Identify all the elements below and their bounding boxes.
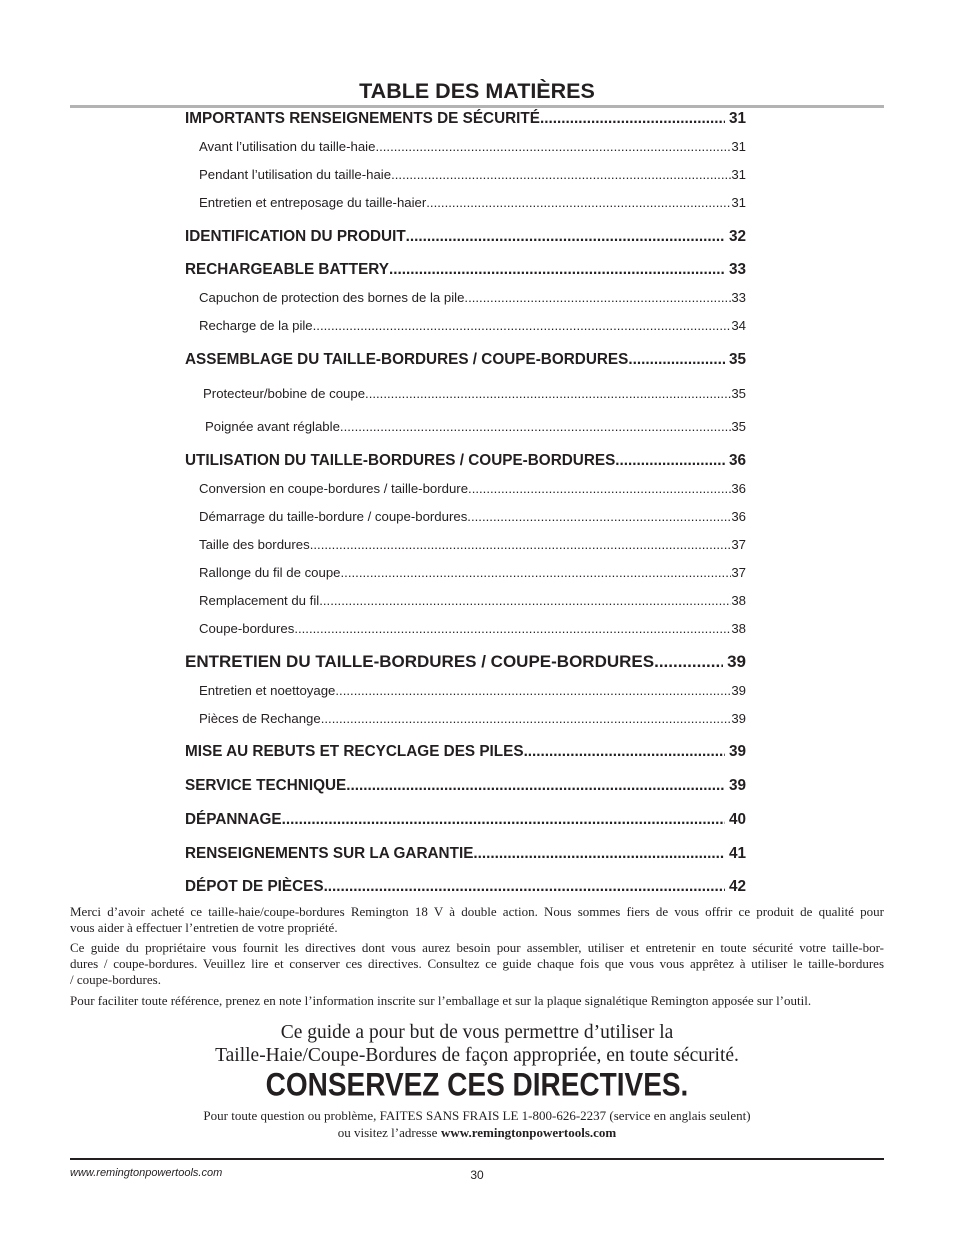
toc-entry-page: 33: [728, 261, 746, 278]
toc-entry-page: 40: [728, 811, 746, 828]
toc-entry-title: ENTRETIEN DU TAILLE-BORDURES / COUPE-BORDURES: [185, 652, 655, 671]
toc-entry-page: 39: [731, 711, 746, 726]
toc-subsection-entry: [199, 564, 746, 582]
toc-entry-page: 39: [727, 652, 746, 671]
purpose-line: Taille-Haie/Coupe-Bordures de façon appropriée, en toute sécurité.: [215, 1045, 739, 1066]
toc-entry-page: 39: [731, 683, 746, 698]
toc-section-entry: [185, 811, 746, 829]
toc-entry-title: MISE AU REBUTS ET RECYCLAGE DES PILES: [185, 743, 524, 760]
toc-entry-page: 31: [728, 110, 746, 127]
toc-dot-leader: [340, 418, 731, 436]
purpose-line: Ce guide a pour but de vous permettre d’utiliser la: [280, 1022, 674, 1043]
toc-subsection-entry: [199, 166, 746, 184]
toc-subsection-entry: [199, 710, 746, 728]
toc-entry-title: Entretien et noettoyage: [199, 683, 336, 698]
toc-dot-leader: [282, 811, 725, 829]
toc-heading-rule: [70, 105, 884, 108]
footer-website: www.remingtonpowertools.com: [70, 1167, 223, 1179]
toc-section-entry: [185, 228, 746, 246]
toc-dot-leader: [524, 743, 725, 761]
toc-section-entry: [185, 351, 746, 369]
toc-section-entry: [185, 845, 746, 863]
toc-entry-title: Conversion en coupe-bordures / taille-bordure: [199, 481, 469, 496]
page-number: 30: [470, 1168, 484, 1182]
toc-section-entry: [185, 261, 746, 279]
toc-dot-leader: [294, 620, 731, 638]
toc-entry-page: 39: [728, 743, 746, 760]
toc-subsection-entry: [203, 385, 746, 403]
toc-subsection-entry: [199, 317, 746, 335]
toc-dot-leader: [468, 480, 731, 498]
toc-entry-title: DÉPANNAGE: [185, 811, 282, 828]
toc-dot-leader: [324, 878, 725, 896]
toc-subsection-entry: [205, 418, 746, 436]
toc-entry-page: 35: [731, 386, 746, 401]
toc-dot-leader: [628, 351, 725, 369]
toc-entry-page: 42: [728, 878, 746, 895]
toc-dot-leader: [346, 777, 725, 795]
toc-entry-page: 37: [731, 565, 746, 580]
toc-dot-leader: [321, 710, 732, 728]
toc-entry-page: 36: [731, 509, 746, 524]
toc-dot-leader: [464, 289, 731, 307]
intro-paragraph: [70, 993, 884, 1009]
website-url: www.remingtonpowertools.com: [441, 1125, 617, 1140]
toc-entry-title: IDENTIFICATION DU PRODUIT: [185, 228, 406, 245]
website-prefix: ou visitez l’adresse: [337, 1125, 438, 1140]
toc-entry-title: Coupe-bordures: [199, 621, 295, 636]
toc-entry-page: 36: [728, 452, 746, 469]
toc-entry-title: Pièces de Rechange: [199, 711, 321, 726]
toc-section-entry: [185, 653, 746, 671]
paragraph-line: / coupe-bordures.: [70, 972, 161, 987]
paragraph-line: Pour faciliter toute référence, prenez en note l’information inscrite sur l’emballage et sur la plaque signalétique Remington apposée sur l’outil.: [70, 993, 812, 1008]
toc-entry-page: 38: [731, 593, 746, 608]
toc-entry-page: 38: [731, 621, 746, 636]
toc-entry-title: Protecteur/bobine de coupe: [203, 386, 366, 401]
toc-entry-page: 31: [731, 139, 746, 154]
toc-entry-title: Capuchon de protection des bornes de la pile: [199, 290, 465, 305]
toc-dot-leader: [365, 385, 731, 403]
toc-entry-page: 39: [728, 777, 746, 794]
toc-subsection-entry: [199, 138, 746, 156]
toc-dot-leader: [335, 682, 731, 700]
toc-dot-leader: [391, 166, 731, 184]
contact-line: Pour toute question ou problème, FAITES SANS FRAIS LE 1-800-626-2237 (service en anglais seulent): [203, 1108, 751, 1123]
toc-entry-page: 36: [731, 481, 746, 496]
toc-dot-leader: [341, 564, 732, 582]
intro-paragraph: [70, 940, 884, 988]
toc-dot-leader: [319, 592, 731, 610]
paragraph-line: vous aider à effectuer l’entretien de votre propriété.: [70, 920, 338, 935]
safety-heading: CONSERVEZ CES DIRECTIVES.: [265, 1066, 689, 1103]
toc-entry-title: Entretien et entreposage du taille-haier: [199, 195, 427, 210]
toc-entry-title: Rallonge du fil de coupe: [199, 565, 341, 580]
toc-entry-title: UTILISATION DU TAILLE-BORDURES / COUPE-BORDURES: [185, 452, 616, 469]
toc-dot-leader: [426, 194, 731, 212]
paragraph-line: dures / coupe-bordures. Veuillez lire et conserver ces directives. Consultez ce guide chaque fois que vous vous apprêtez à utiliser le taille-bordures: [70, 956, 884, 971]
toc-entry-title: Pendant l’utilisation du taille-haie: [199, 167, 392, 182]
toc-entry-page: 34: [731, 318, 746, 333]
contact-info: [0, 1107, 954, 1141]
toc-subsection-entry: [199, 592, 746, 610]
toc-entry-page: 35: [731, 419, 746, 434]
toc-dot-leader: [310, 536, 732, 554]
toc-entry-page: 37: [731, 537, 746, 552]
toc-section-entry: [185, 743, 746, 761]
paragraph-line: Merci d’avoir acheté ce taille-haie/coupe-bordures Remington 18 V à double action. Nous sommes fiers de vous offrir ce produit de qualité pour: [70, 904, 884, 919]
toc-subsection-entry: [199, 620, 746, 638]
toc-entry-title: Poignée avant réglable: [205, 419, 340, 434]
toc-dot-leader: [389, 261, 725, 279]
toc-entry-title: Avant l’utilisation du taille-haie: [199, 139, 376, 154]
toc-entry-title: ASSEMBLAGE DU TAILLE-BORDURES / COUPE-BORDURES: [185, 351, 629, 368]
toc-dot-leader: [375, 138, 731, 156]
toc-subsection-entry: [199, 536, 746, 554]
intro-paragraph: [70, 904, 884, 936]
toc-entry-title: RECHARGEABLE BATTERY: [185, 261, 389, 278]
toc-entry-page: 35: [728, 351, 746, 368]
toc-subsection-entry: [199, 508, 746, 526]
toc-entry-page: 33: [731, 290, 746, 305]
toc-entry-page: 41: [728, 845, 746, 862]
purpose-statement: [0, 1021, 954, 1067]
toc-subsection-entry: [199, 289, 746, 307]
toc-entry-title: SERVICE TECHNIQUE: [185, 777, 347, 794]
toc-dot-leader: [473, 845, 725, 863]
toc-entry-title: Démarrage du taille-bordure / coupe-bordures: [199, 509, 468, 524]
toc-heading: TABLE DES MATIÈRES: [359, 79, 595, 103]
toc-dot-leader: [406, 228, 725, 246]
paragraph-line: Ce guide du propriétaire vous fournit les directives dont vous aurez besoin pour assembler, utiliser et entretenir en toute sécurité votre taille-bor-: [70, 940, 884, 955]
toc-entry-title: IMPORTANTS RENSEIGNEMENTS DE SÉCURITÉ: [185, 110, 540, 127]
toc-entry-title: DÉPOT DE PIÈCES: [185, 878, 324, 895]
toc-dot-leader: [313, 317, 732, 335]
toc-entry-page: 31: [731, 195, 746, 210]
toc-section-entry: [185, 777, 746, 795]
toc-subsection-entry: [199, 682, 746, 700]
toc-dot-leader: [654, 653, 723, 671]
toc-dot-leader: [467, 508, 731, 526]
toc-dot-leader: [540, 110, 725, 128]
toc-dot-leader: [615, 452, 725, 470]
toc-section-entry: [185, 452, 746, 470]
toc-section-entry: [185, 878, 746, 896]
toc-entry-title: RENSEIGNEMENTS SUR LA GARANTIE: [185, 845, 474, 862]
toc-entry-page: 32: [728, 228, 746, 245]
website-line: [0, 1124, 954, 1141]
toc-subsection-entry: [199, 194, 746, 212]
toc-entry-title: Remplacement du fil: [199, 593, 320, 608]
footer-rule: [70, 1158, 884, 1160]
toc-entry-title: Taille des bordures: [199, 537, 310, 552]
toc-subsection-entry: [199, 480, 746, 498]
toc-entry-title: Recharge de la pile: [199, 318, 313, 333]
toc-entry-page: 31: [731, 167, 746, 182]
toc-section-entry: [185, 110, 746, 128]
